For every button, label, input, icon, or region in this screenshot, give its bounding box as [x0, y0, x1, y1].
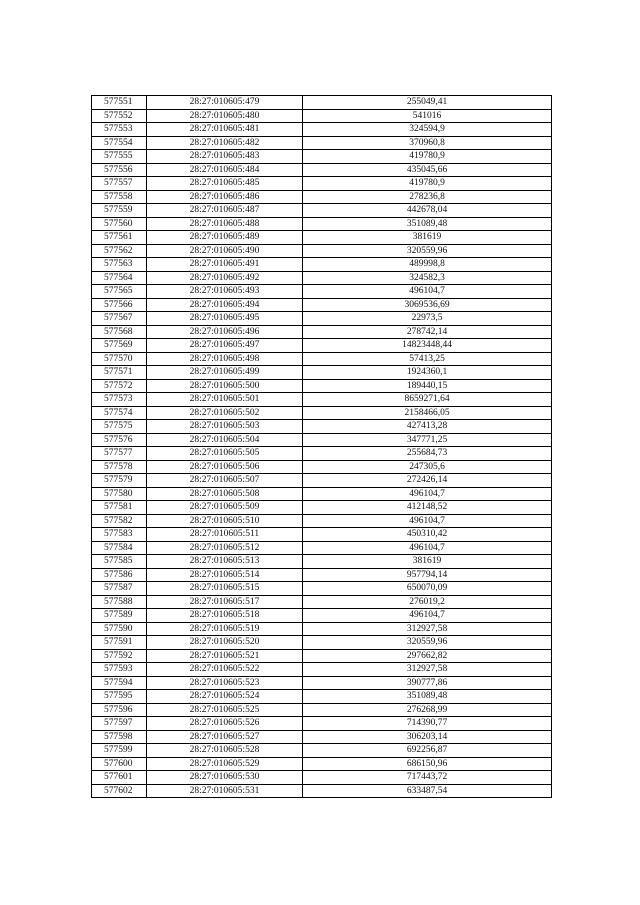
data-table — [91, 95, 552, 798]
row-number-cell: 577597 — [92, 717, 147, 731]
table-row — [92, 636, 552, 650]
row-number-cell: 577590 — [92, 622, 147, 636]
value-cell: 2158466,05 — [303, 406, 552, 420]
table-row — [92, 285, 552, 299]
cadastral-number-cell: 28:27:010605:479 — [147, 96, 303, 110]
value-cell: 347771,25 — [303, 433, 552, 447]
value-cell: 496104,7 — [303, 514, 552, 528]
cadastral-number-cell: 28:27:010605:500 — [147, 379, 303, 393]
row-number-cell: 577565 — [92, 285, 147, 299]
table-row — [92, 393, 552, 407]
cadastral-number-cell: 28:27:010605:501 — [147, 393, 303, 407]
row-number-cell: 577593 — [92, 663, 147, 677]
row-number-cell: 577591 — [92, 636, 147, 650]
table-row — [92, 744, 552, 758]
value-cell: 381619 — [303, 555, 552, 569]
row-number-cell: 577563 — [92, 258, 147, 272]
cadastral-number-cell: 28:27:010605:502 — [147, 406, 303, 420]
row-number-cell: 577570 — [92, 352, 147, 366]
table-row — [92, 312, 552, 326]
cadastral-number-cell: 28:27:010605:507 — [147, 474, 303, 488]
row-number-cell: 577583 — [92, 528, 147, 542]
cadastral-number-cell: 28:27:010605:521 — [147, 649, 303, 663]
row-number-cell: 577561 — [92, 231, 147, 245]
cadastral-number-cell: 28:27:010605:488 — [147, 217, 303, 231]
cadastral-number-cell: 28:27:010605:531 — [147, 784, 303, 798]
value-cell: 442678,04 — [303, 204, 552, 218]
table-row — [92, 339, 552, 353]
value-cell: 320559,96 — [303, 636, 552, 650]
row-number-cell: 577600 — [92, 757, 147, 771]
cadastral-number-cell: 28:27:010605:490 — [147, 244, 303, 258]
row-number-cell: 577576 — [92, 433, 147, 447]
table-row — [92, 703, 552, 717]
table-row — [92, 730, 552, 744]
row-number-cell: 577581 — [92, 501, 147, 515]
cadastral-number-cell: 28:27:010605:527 — [147, 730, 303, 744]
table-row — [92, 123, 552, 137]
table-row — [92, 352, 552, 366]
cadastral-number-cell: 28:27:010605:517 — [147, 595, 303, 609]
table-row — [92, 217, 552, 231]
table-row — [92, 271, 552, 285]
value-cell: 489998,8 — [303, 258, 552, 272]
row-number-cell: 577551 — [92, 96, 147, 110]
cadastral-number-cell: 28:27:010605:520 — [147, 636, 303, 650]
table-row — [92, 379, 552, 393]
value-cell: 419780,9 — [303, 177, 552, 191]
row-number-cell: 577579 — [92, 474, 147, 488]
table-row — [92, 447, 552, 461]
table-row — [92, 771, 552, 785]
value-cell: 450310,42 — [303, 528, 552, 542]
row-number-cell: 577574 — [92, 406, 147, 420]
table-row — [92, 244, 552, 258]
cadastral-number-cell: 28:27:010605:494 — [147, 298, 303, 312]
value-cell: 1924360,1 — [303, 366, 552, 380]
cadastral-number-cell: 28:27:010605:519 — [147, 622, 303, 636]
value-cell: 957794,14 — [303, 568, 552, 582]
row-number-cell: 577598 — [92, 730, 147, 744]
table-row — [92, 663, 552, 677]
value-cell: 276268,99 — [303, 703, 552, 717]
table-row — [92, 541, 552, 555]
cadastral-number-cell: 28:27:010605:499 — [147, 366, 303, 380]
table-row — [92, 231, 552, 245]
row-number-cell: 577585 — [92, 555, 147, 569]
cadastral-number-cell: 28:27:010605:504 — [147, 433, 303, 447]
row-number-cell: 577560 — [92, 217, 147, 231]
value-cell: 496104,7 — [303, 609, 552, 623]
table-row — [92, 676, 552, 690]
table-row — [92, 514, 552, 528]
value-cell: 496104,7 — [303, 487, 552, 501]
row-number-cell: 577564 — [92, 271, 147, 285]
cadastral-number-cell: 28:27:010605:524 — [147, 690, 303, 704]
table-row — [92, 96, 552, 110]
cadastral-number-cell: 28:27:010605:491 — [147, 258, 303, 272]
row-number-cell: 577559 — [92, 204, 147, 218]
row-number-cell: 577578 — [92, 460, 147, 474]
cadastral-number-cell: 28:27:010605:492 — [147, 271, 303, 285]
value-cell: 312927,58 — [303, 622, 552, 636]
row-number-cell: 577599 — [92, 744, 147, 758]
table-row — [92, 622, 552, 636]
value-cell: 714390,77 — [303, 717, 552, 731]
table-row — [92, 582, 552, 596]
cadastral-number-cell: 28:27:010605:525 — [147, 703, 303, 717]
table-row — [92, 325, 552, 339]
value-cell: 650070,09 — [303, 582, 552, 596]
value-cell: 427413,28 — [303, 420, 552, 434]
row-number-cell: 577586 — [92, 568, 147, 582]
value-cell: 435045,66 — [303, 163, 552, 177]
value-cell: 390777,86 — [303, 676, 552, 690]
value-cell: 272426,14 — [303, 474, 552, 488]
cadastral-number-cell: 28:27:010605:496 — [147, 325, 303, 339]
value-cell: 14823448,44 — [303, 339, 552, 353]
value-cell: 255684,73 — [303, 447, 552, 461]
value-cell: 496104,7 — [303, 285, 552, 299]
cadastral-number-cell: 28:27:010605:529 — [147, 757, 303, 771]
cadastral-number-cell: 28:27:010605:495 — [147, 312, 303, 326]
table-row — [92, 420, 552, 434]
row-number-cell: 577587 — [92, 582, 147, 596]
table-row — [92, 609, 552, 623]
value-cell: 717443,72 — [303, 771, 552, 785]
cadastral-number-cell: 28:27:010605:512 — [147, 541, 303, 555]
cadastral-number-cell: 28:27:010605:506 — [147, 460, 303, 474]
value-cell: 686150,96 — [303, 757, 552, 771]
row-number-cell: 577601 — [92, 771, 147, 785]
row-number-cell: 577557 — [92, 177, 147, 191]
cadastral-number-cell: 28:27:010605:485 — [147, 177, 303, 191]
table-row — [92, 190, 552, 204]
cadastral-number-cell: 28:27:010605:481 — [147, 123, 303, 137]
row-number-cell: 577552 — [92, 109, 147, 123]
table-row — [92, 150, 552, 164]
row-number-cell: 577580 — [92, 487, 147, 501]
row-number-cell: 577554 — [92, 136, 147, 150]
cadastral-number-cell: 28:27:010605:515 — [147, 582, 303, 596]
cadastral-number-cell: 28:27:010605:483 — [147, 150, 303, 164]
cadastral-number-cell: 28:27:010605:498 — [147, 352, 303, 366]
row-number-cell: 577555 — [92, 150, 147, 164]
row-number-cell: 577596 — [92, 703, 147, 717]
value-cell: 189440,15 — [303, 379, 552, 393]
cadastral-number-cell: 28:27:010605:523 — [147, 676, 303, 690]
row-number-cell: 577568 — [92, 325, 147, 339]
table-row — [92, 528, 552, 542]
table-row — [92, 460, 552, 474]
row-number-cell: 577572 — [92, 379, 147, 393]
row-number-cell: 577556 — [92, 163, 147, 177]
row-number-cell: 577553 — [92, 123, 147, 137]
table-row — [92, 757, 552, 771]
table-body — [92, 96, 552, 798]
row-number-cell: 577566 — [92, 298, 147, 312]
table-row — [92, 136, 552, 150]
row-number-cell: 577588 — [92, 595, 147, 609]
row-number-cell: 577575 — [92, 420, 147, 434]
table-row — [92, 690, 552, 704]
cadastral-number-cell: 28:27:010605:514 — [147, 568, 303, 582]
table-row — [92, 784, 552, 798]
cadastral-number-cell: 28:27:010605:482 — [147, 136, 303, 150]
cadastral-number-cell: 28:27:010605:511 — [147, 528, 303, 542]
value-cell: 297662,82 — [303, 649, 552, 663]
row-number-cell: 577562 — [92, 244, 147, 258]
row-number-cell: 577569 — [92, 339, 147, 353]
value-cell: 312927,58 — [303, 663, 552, 677]
table-row — [92, 433, 552, 447]
table-row — [92, 109, 552, 123]
row-number-cell: 577571 — [92, 366, 147, 380]
table-row — [92, 474, 552, 488]
table-row — [92, 717, 552, 731]
value-cell: 22973,5 — [303, 312, 552, 326]
row-number-cell: 577595 — [92, 690, 147, 704]
value-cell: 370960,8 — [303, 136, 552, 150]
cadastral-number-cell: 28:27:010605:487 — [147, 204, 303, 218]
cadastral-number-cell: 28:27:010605:505 — [147, 447, 303, 461]
row-number-cell: 577558 — [92, 190, 147, 204]
cadastral-number-cell: 28:27:010605:526 — [147, 717, 303, 731]
row-number-cell: 577582 — [92, 514, 147, 528]
table-row — [92, 366, 552, 380]
value-cell: 381619 — [303, 231, 552, 245]
value-cell: 496104,7 — [303, 541, 552, 555]
row-number-cell: 577592 — [92, 649, 147, 663]
value-cell: 3069536,69 — [303, 298, 552, 312]
cadastral-number-cell: 28:27:010605:503 — [147, 420, 303, 434]
cadastral-number-cell: 28:27:010605:528 — [147, 744, 303, 758]
table-row — [92, 204, 552, 218]
value-cell: 278742,14 — [303, 325, 552, 339]
cadastral-number-cell: 28:27:010605:493 — [147, 285, 303, 299]
row-number-cell: 577573 — [92, 393, 147, 407]
value-cell: 412148,52 — [303, 501, 552, 515]
cadastral-number-cell: 28:27:010605:513 — [147, 555, 303, 569]
table-row — [92, 258, 552, 272]
value-cell: 8659271,64 — [303, 393, 552, 407]
value-cell: 324582,3 — [303, 271, 552, 285]
value-cell: 320559,96 — [303, 244, 552, 258]
cadastral-number-cell: 28:27:010605:508 — [147, 487, 303, 501]
value-cell: 276019,2 — [303, 595, 552, 609]
table-row — [92, 568, 552, 582]
row-number-cell: 577589 — [92, 609, 147, 623]
table-row — [92, 501, 552, 515]
table-row — [92, 298, 552, 312]
table-row — [92, 163, 552, 177]
cadastral-number-cell: 28:27:010605:497 — [147, 339, 303, 353]
value-cell: 351089,48 — [303, 217, 552, 231]
table-row — [92, 487, 552, 501]
value-cell: 541016 — [303, 109, 552, 123]
row-number-cell: 577602 — [92, 784, 147, 798]
cadastral-number-cell: 28:27:010605:510 — [147, 514, 303, 528]
cadastral-number-cell: 28:27:010605:509 — [147, 501, 303, 515]
cadastral-number-cell: 28:27:010605:486 — [147, 190, 303, 204]
cadastral-number-cell: 28:27:010605:518 — [147, 609, 303, 623]
value-cell: 692256,87 — [303, 744, 552, 758]
cadastral-number-cell: 28:27:010605:484 — [147, 163, 303, 177]
value-cell: 633487,54 — [303, 784, 552, 798]
value-cell: 324594,9 — [303, 123, 552, 137]
table-row — [92, 406, 552, 420]
cadastral-number-cell: 28:27:010605:522 — [147, 663, 303, 677]
table-row — [92, 555, 552, 569]
value-cell: 278236,8 — [303, 190, 552, 204]
table-row — [92, 595, 552, 609]
table-row — [92, 177, 552, 191]
row-number-cell: 577577 — [92, 447, 147, 461]
value-cell: 255049,41 — [303, 96, 552, 110]
value-cell: 306203,14 — [303, 730, 552, 744]
cadastral-number-cell: 28:27:010605:530 — [147, 771, 303, 785]
value-cell: 419780,9 — [303, 150, 552, 164]
row-number-cell: 577584 — [92, 541, 147, 555]
row-number-cell: 577567 — [92, 312, 147, 326]
cadastral-number-cell: 28:27:010605:480 — [147, 109, 303, 123]
cadastral-number-cell: 28:27:010605:489 — [147, 231, 303, 245]
value-cell: 247305,6 — [303, 460, 552, 474]
table-row — [92, 649, 552, 663]
value-cell: 351089,48 — [303, 690, 552, 704]
value-cell: 57413,25 — [303, 352, 552, 366]
row-number-cell: 577594 — [92, 676, 147, 690]
